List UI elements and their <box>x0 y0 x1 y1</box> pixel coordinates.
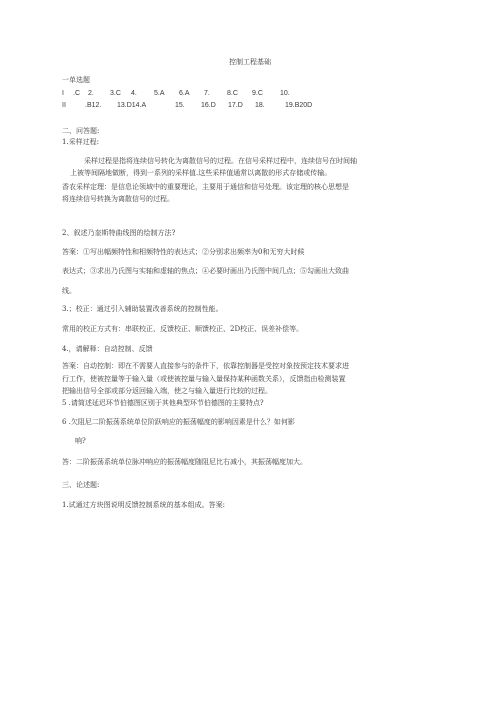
question-6-line-1: 6 .欠阻尼二阶振荡系统单位阶跃响应的振荡幅度的影响因素是什么？如何影 <box>62 418 295 426</box>
answer-cell: 5.A <box>154 90 165 97</box>
answer-2-line-2: 表达式；③求出乃氏图与实轴和虚轴的焦点；④必要时画出乃氏图中间几点；⑤勾画出大致曲 <box>62 267 349 275</box>
section-2-heading: 二、问答题: <box>62 127 100 135</box>
answer-cell: .B12. <box>85 102 102 109</box>
answer-6: 答：二阶振荡系统单位脉冲响应的振荡幅度随阻尼比右减小，其振荡幅度加大。 <box>62 458 307 466</box>
question-1: 1.采样过程: <box>62 138 100 146</box>
answer-1-line-1: 采样过程是指将连续信号转化为离散信号的过程。在信号采样过程中，连续信号在时间轴 <box>84 157 357 165</box>
section-1-heading: 一单选题 <box>62 76 90 84</box>
question-7: 1.试通过方块图说明反馈控制系统的基本组成。答案: <box>62 501 226 509</box>
answer-4-line-2: 行工作，使被控量等于输入量（或使被控量与输入量保持某种函数关系），反馈指由检测装置 <box>62 375 346 383</box>
answer-3: 常用的校正方式有：串联校正、反馈校正、顺馈校正、2D校正、误差补偿等。 <box>62 325 304 333</box>
answer-4-line-3: 把输出信号全部或部分返回输入端，使之与输入量进行比较的过程。 <box>62 387 272 395</box>
question-4: 4.，请解释：自动控制、反馈 <box>62 345 153 353</box>
answer-cell: 2. <box>88 90 94 97</box>
answer-cell: 13.D14.A <box>117 102 147 109</box>
question-2: 2、叙述乃奎斯特曲线图的绘制方法? <box>62 229 176 237</box>
answer-cell: 7. <box>204 90 210 97</box>
answer-cell: 19.B20D <box>285 102 313 109</box>
answer-cell: I <box>62 90 64 97</box>
answer-cell: 16.D <box>201 102 216 109</box>
answer-cell: .C <box>73 90 80 97</box>
answer-cell: II <box>62 102 66 109</box>
answer-cell: 10. <box>280 90 290 97</box>
answer-cell: 18. <box>255 102 265 109</box>
document-title: 控制工程基础 <box>229 58 271 66</box>
answer-2-line-1: 答案：①写出幅频特性和相频特性的表达式；②分别求出频率为0和无穷大时候 <box>62 248 305 256</box>
answer-cell: 3.C <box>110 90 121 97</box>
question-3: 3.；校正：通过引入辅助装置改善系统的控制性能。 <box>62 305 223 313</box>
answer-cell: 8.C <box>227 90 238 97</box>
answer-cell: 6.A <box>179 90 190 97</box>
answer-1-line-3: 香农采样定理：是信息论领域中的重要理论，主要用于通信和信号处理。该定理的核心思想是 <box>62 183 349 191</box>
answer-1-line-2: 上被等间隔地做断，得到一系列的采样值.这些采样值通常以离散的形式存储或传输。 <box>70 169 332 177</box>
answer-4-line-1: 答案：自动控制：即在不需要人直接参与的条件下，依靠控制器是受控对象按预定技术要求进 <box>62 362 349 370</box>
question-6-line-2: 响? <box>75 437 86 445</box>
answer-1-line-4: 将连续信号转换为离散信号的过程。 <box>62 195 174 203</box>
answer-cell: 4. <box>131 90 137 97</box>
question-5: 5 .请简述延迟环节伯德图区别于其他典型环节伯德图的主要特点? <box>62 399 264 407</box>
answer-cell: 17.D <box>228 102 243 109</box>
answer-cell: 9.C <box>252 90 263 97</box>
answer-2-line-3: 线。 <box>62 287 76 295</box>
section-3-heading: 三、论述题: <box>62 481 100 489</box>
answer-row-1 <box>62 89 442 98</box>
answer-row-2 <box>62 101 442 110</box>
answer-cell: 15. <box>175 102 185 109</box>
